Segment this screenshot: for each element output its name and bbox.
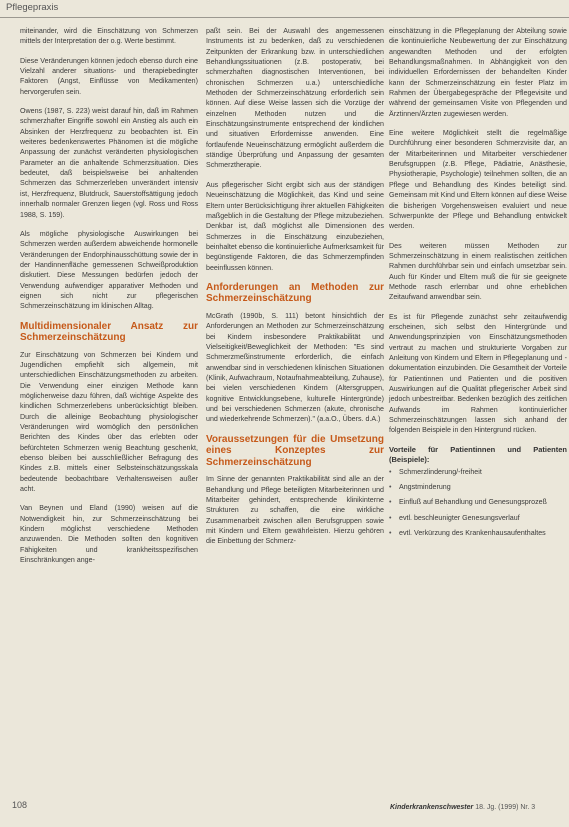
journal-footer — [390, 804, 535, 811]
paragraph: Es ist für Pflegende zunächst sehr zeitaufwendig erscheinen, sich selbst den Hintergründe und Anwendungsprinzipien von Einschätzungsmethoden vertraut zu machen und strukturierte Vorgaben zur Anleitung von Kindern und Eltern in Pflegeplanung und -dokumentation einzubinden. Die Gesamtheit der Vorteile für Patientinnen und Patienten und die positiven Auswirkungen auf die Qualität pflegerischer Arbeit sind jedoch unbestreitbar. Bedenken bezüglich des zeitlichen Aufwands im Rahmen kontinuierlicher Schmerzeinschätzungen lassen sich anhand der folgenden Beispiele in den Hintergrund rücken. — [389, 312, 567, 435]
section-heading: Voraussetzungen für die Umsetzung eines Konzeptes zur Schmerzeinschätzung — [206, 433, 384, 468]
list-item: • Einfluß auf Behandlung und Genesungsprozeß — [389, 498, 547, 507]
paragraph: Diese Veränderungen können jedoch ebenso durch eine Vielzahl anderer situations- und therapiebedingter Faktoren (Angst, Einflüsse von Medikamenten) hervorgerufen sein. — [20, 56, 198, 96]
column-1 — [20, 26, 198, 574]
paragraph: Eine weitere Möglichkeit stellt die regelmäßige Durchführung einer besonderen Schmerzvisite dar, an der Mitarbeiterinnen und Mitarbeiter verschiedener Berufsgruppen (z.B. Pflege, Pädiatrie, Anästhesie, Physiotherapie, Psychologie) teilnehmen sollten, die an Pflege und Behandlung des Kindes beteiligt sind. Gemeinsam mit Kind und Eltern können auf diese Weise die bisherigen Vorgehensweisen evaluiert und neue Schwerpunkte der Pflege und Behandlung entwickelt werden. — [389, 129, 567, 231]
bullet-icon: • — [389, 529, 392, 538]
list-item: • Angstminderung — [389, 483, 451, 492]
paragraph: Des weiteren müssen Methoden zur Schmerzeinschätzung in einem realistischen zeitlichen Rahmen durchführbar sein und einfach umsetzbar sein. Auch für Kinder und Eltern muß die für sie geeignete Methode rasch erlernbar und ohne erheblichen Zeitaufwand anwendbar sein. — [389, 241, 567, 302]
paragraph: Im Sinne der genannten Praktikabilität sind alle an der Behandlung und Pflege beteiligten Mitarbeiterinnen und Mitarbeiter gehindert, entsprechende klinikinterne Strukturen zu schaffen, die eine wirkliche Zusammenarbeit zwischen allen Berufsgruppen sowie mit Kindern und Eltern gewährleisten. Hierzu gehören die Einbettung der Schmerz- — [206, 475, 384, 546]
page-header — [0, 0, 569, 16]
paragraph: paßt sein. Bei der Auswahl des angemessenen Instruments ist zu bedenken, daß zu verschiedenen Zeitpunkten der Erkrankung bzw. in unterschiedlichen Behandlungssituationen (z.B. postoperativ, bei schmerzhaften diagnostischen Interventionen, bei chronischen Schmerzen u.a.) unterschiedliche Methoden der Schmerzeinschätzung erforderlich sein können. Auf diese Weise lassen sich die Vorzüge der einzelnen Methoden nutzen und die Einschätzungsinstrumente entsprechend der kindlichen und situativen Erfordernisse anwenden. Eine fortlaufende Neueinschätzung ermöglicht außerdem die ständige Überprüfung und Anpassung der gesamten Schmerztherapie. — [206, 27, 384, 170]
paragraph: Zur Einschätzung von Schmerzen bei Kindern und Jugendlichen empfiehlt sich allgemein, mit unterschiedlichen Einschätzungsmethoden zu arbeiten. Die Verwendung einer einzigen Methode kann möglicherweise dazu führen, daß wichtige Aspekte des kindlichen Schmerzerlebens unberücksichtigt bleiben. Durch die alleinige Beobachtung physiologischer Veränderungen wird womöglich den persönlichen Berichten des Kindes über das erlebten oder befürchteten Schmerzen wenig Beachtung geschenkt, ebenso bleiben bei ausschließlicher Befragung des Kindes z.B. mittels einer Selbsteinschätzungsskala bedeutende beobachtbare Verhaltensweisen außer acht. — [20, 350, 198, 494]
journal-issue: 18. Jg. (1999) Nr. 3 — [475, 804, 536, 811]
list-heading: Vorteile für Patientinnen und Patienten (Beispiele): — [389, 444, 567, 464]
column-2 — [206, 26, 384, 556]
paragraph: Van Beynen und Eland (1990) weisen auf die Notwendigkeit hin, zur Schmerzeinschätzung bei Kindern möglichst verschiedene Methoden anzuwenden. Die Methoden sollten den kognitiven Fähigkeiten und krankheitsspezifischen Einschränkungen ange- — [20, 504, 198, 565]
list-item: • Schmerzlinderung/-freiheit — [389, 467, 482, 476]
paragraph: Owens (1987, S. 223) weist darauf hin, daß im Rahmen schmerzhafter Eingriffe sowohl ein Anstieg als auch ein Absinken der Herzfrequenz zu beobachten ist. Ein weiteres bedenkenswertes Phänomen ist die mögliche Anpassung der zunächst veränderten physiologischen Parameter an die anhaltende Schmerzsituation. Dies bedeutet, daß beispielsweise bei anhaltenden Schmerzen das Schmerzerleben unverändert intensiv ist, Herzfrequenz, Blutdruck, Sauerstoffsättigung jedoch innerhalb normaler Grenzen liegen (vgl. Ross und Ross 1988, S. 159). — [20, 107, 198, 219]
paragraph: einschätzung in die Pflegeplanung der Abteilung sowie die kontinuierliche Neubewertung der zur Einschätzung angewandten Methoden und der erfolgten Behandlungsmaßnahmen. In Abhängigkeit von den individuellen Erfordernissen der behandelten Kinder kann der Schmerzeinschätzung ein fester Platz im Rahmen der Übergabegespräche der Pflegevisite und während der gemeinsamen Visite von Pflegenden und Ärztinnen/Ärzten zugewiesen werden. — [389, 27, 567, 118]
benefits-list — [389, 467, 567, 539]
bullet-icon: • — [389, 498, 392, 507]
page-number: 108 — [12, 800, 28, 810]
header-rule — [0, 17, 569, 18]
paragraph: Als mögliche physiologische Auswirkungen bei Schmerzen werden außerdem abweichende hormonelle Veränderungen der Endorphinausschüttung sowie der in der Handinnenfläche gemessenen Schweißproduktion diskutiert. Diese Messungen bedürfen jedoch der Verwendung aufwendiger apparativer Methoden und eignen sich nicht zur pflegerischen Schmerzeinschätzung im klinischen Alltag. — [20, 229, 198, 311]
paragraph: Aus pflegerischer Sicht ergibt sich aus der ständigen Neueinschätzung die Möglichkeit, das Kind und seine Eltern unter Berücksichtigung ihrer aktuellen Fähigkeiten maßgeblich in die Gestaltung der Pflege mitzubeziehen. Denkbar ist, daß möglichst alle Dimensionen des Schmerzes in die Einschätzung einzubeziehen, beinhaltet ebenso die kontinuierliche Aufmerksamkeit für begünstigende Faktoren, die das Schmerzempfinden beeinflussen können. — [206, 180, 384, 272]
bullet-icon: • — [389, 483, 392, 492]
bullet-icon: • — [389, 467, 392, 476]
paragraph: McGrath (1990b, S. 111) betont hinsichtlich der Anforderungen an Methoden zur Schmerzeinschätzung bei Kindern insbesondere Praktikabilität und Vielseitigkeit/Beweglichkeit der Methoden: "Es sind Schmerzmeßinstrumente erforderlich, die einfach anwendbar sind in verschiedenen klinischen Situationen (Klinik, Aufwachraum, Notaufnahmeabteilung, Zuhause), bei vielen verschiedenen Kindern (Altersgruppen, kognitive Entwicklungsebene, kulturelle Hintergründe) und bei verschiedenen Schmerzen (akute, chronische und wiederkehrende Schmerzen)." (a.a.O., Übers. d.A.) — [206, 311, 384, 424]
section-label: Pflegepraxis — [6, 2, 59, 13]
section-heading: Anforderungen an Methoden zur Schmerzeinschätzung — [206, 281, 384, 305]
paragraph: miteinander, wird die Einschätzung von Schmerzen mittels der Interpretation der o.g. Werte bestimmt. — [20, 27, 198, 46]
list-item: • evtl. beschleunigter Genesungsverlauf — [389, 513, 520, 522]
bullet-icon: • — [389, 513, 392, 522]
column-3 — [389, 26, 567, 543]
list-item: • evtl. Verkürzung des Krankenhausaufenthaltes — [389, 529, 546, 538]
journal-name: Kinderkrankenschwester — [390, 804, 474, 811]
section-heading: Multidimensionaler Ansatz zur Schmerzeinschätzung — [20, 320, 198, 344]
